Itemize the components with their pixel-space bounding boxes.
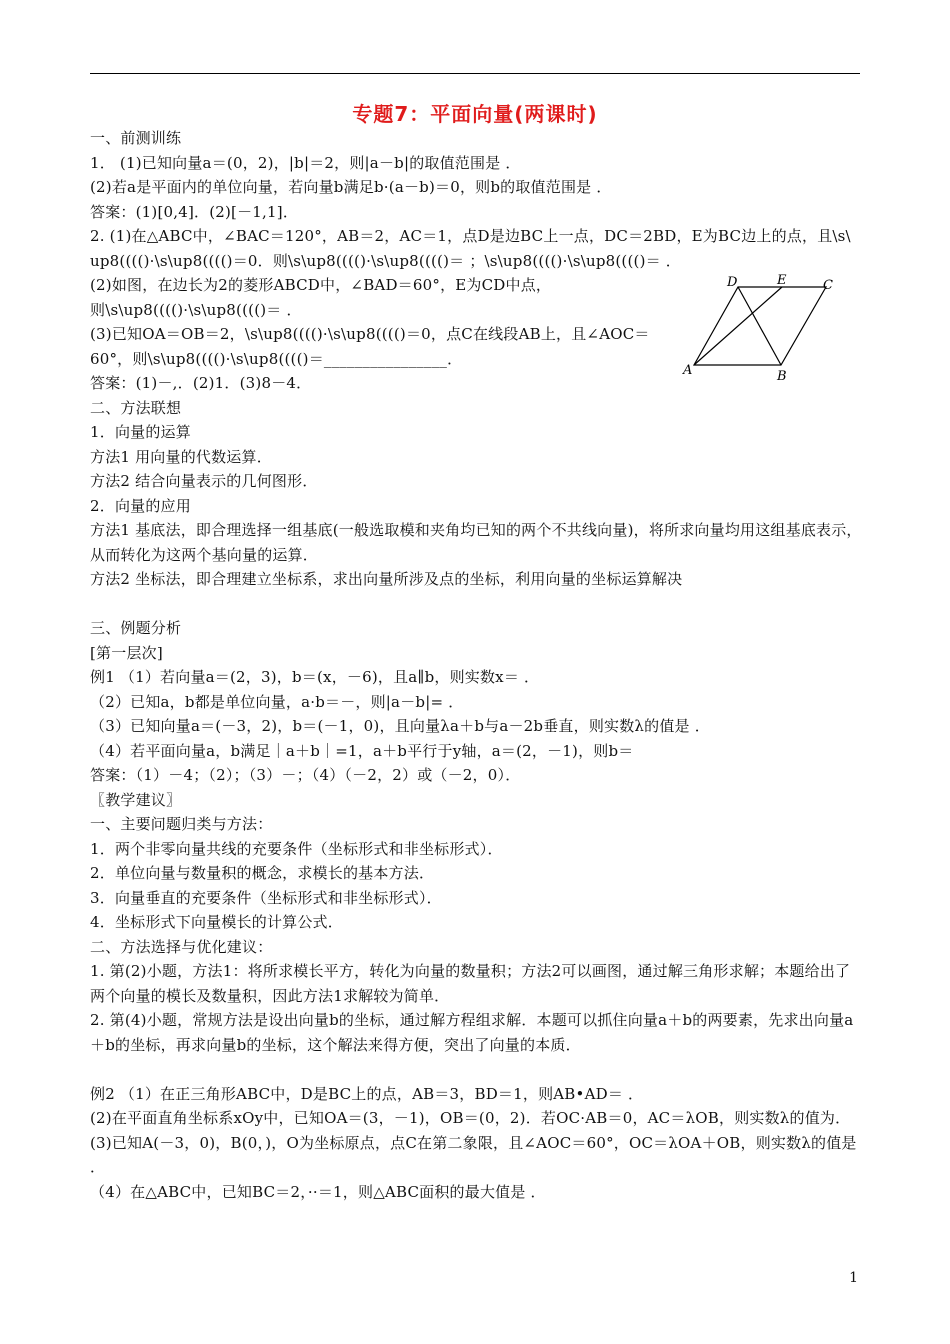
rhombus-figure (680, 272, 840, 384)
answer-2: 答案：(1)－,．(2)1．(3)8－4． (90, 374, 312, 392)
example-1-part-3: （3）已知向量a＝(－3，2)，b＝(－1，0)，且向量λa＋b与a－2b垂直，则实数λ的值是 ． (90, 717, 710, 735)
question-2-line-1: 2. (1)在△ABC中，∠BAC＝120°，AB＝2，AC＝1，点D是边BC上一点，DC＝2BD，E为BC边上的点，且\s\ (90, 227, 851, 245)
label-d: D (727, 275, 738, 290)
advice-item: 4．坐标形式下向量模长的计算公式． (90, 913, 343, 931)
page-number: 1 (849, 1270, 858, 1286)
question-1-part-2: (2)若a是平面内的单位向量，若向量b满足b·(a－b)＝0，则b的取值范围是 ． (90, 178, 612, 196)
advice-item: 3．向量垂直的充要条件（坐标形式和非坐标形式）． (90, 888, 442, 907)
question-2-line-4: 则\s\up8(((()·\s\up8(((()＝ ． (90, 300, 302, 319)
example-1-part-2: （2）已知a，b都是单位向量，a·b＝－，则|a－b|= ． (90, 692, 464, 711)
example-2-part-2: (2)在平面直角坐标系xOy中，已知OA＝(3，－1)，OB＝(0，2)．若OC·AB＝0，AC＝λOB，则实数λ的值为． (90, 1109, 851, 1127)
subheading: 2．向量的应用 (90, 496, 191, 515)
method-item: 方法2 坐标法，即合理建立坐标系，求出向量所涉及点的坐标，利用向量的坐标运算解决 (90, 570, 683, 588)
question-2-line-5: (3)已知OA＝OB＝2，\s\up8(((()·\s\up8(((()＝0，点C在线段AB上，且∠AOC＝ (90, 325, 650, 343)
label-b: B (777, 369, 787, 384)
section-heading: 二、方法联想 (90, 398, 182, 417)
diagonal-bd (738, 287, 781, 365)
advice-paragraph: 1. 第(2)小题，方法1：将所求模长平方，转化为向量的数量积；方法2可以画图，通过解三角形求解；本题给出了两个向量的模长及数量积，因此方法1求解较为简单． (90, 962, 851, 1005)
header-rule (90, 73, 860, 74)
question-2-line-3: (2)如图，在边长为2的菱形ABCD中，∠BAD＝60°，E为CD中点， (90, 276, 552, 294)
section-heading: 一、前测训练 (90, 129, 182, 147)
advice-item: 2．单位向量与数量积的概念，求模长的基本方法． (90, 864, 435, 882)
segment-ae (694, 287, 782, 365)
rhombus-diagram (680, 272, 840, 384)
label-a: A (683, 363, 693, 378)
section-heading: 三、例题分析 (90, 619, 182, 637)
question-2-line-2: up8(((()·\s\up8(((()＝0．则\s\up8(((()·\s\up8(((()＝ ；\s\up8(((()·\s\up8(((()＝ ． (90, 251, 682, 270)
example-1-answer: 答案：（1）－4；（2）；（3）－；（4）（－2，2）或（－2，0）． (90, 766, 521, 784)
advice-subheading: 二、方法选择与优化建议： (90, 937, 273, 956)
example-2-part-4: （4）在△ABC中，已知BC＝2，··＝1，则△ABC面积的最大值是 ． (90, 1182, 546, 1201)
question-1-part-1: 1． (1)已知向量a＝(0，2)，|b|＝2，则|a－b|的取值范围是 ． (90, 153, 521, 172)
advice-item: 1．两个非零向量共线的充要条件（坐标形式和非坐标形式）． (90, 839, 503, 858)
example-1-part-1: 例1 （1）若向量a＝(2，3)，b＝(x，－6)，且a∥b，则实数x＝ ． (90, 668, 540, 686)
example-1-part-4: （4）若平面向量a，b满足｜a＋b｜=1，a＋b平行于y轴，a＝(2，－1)，则b＝ (90, 741, 634, 760)
advice-subheading: 一、主要问题归类与方法： (90, 815, 273, 833)
level-label: [第一层次] (90, 643, 163, 662)
question-2-line-6: 60°，则\s\up8(((()·\s\up8(((()＝________________． (90, 349, 463, 368)
label-e: E (777, 273, 787, 288)
example-2-part-1: 例2 （1）在正三角形ABC中，D是BC上的点，AB＝3，BD＝1，则AB•AD＝ ． (90, 1084, 644, 1103)
example-2-part-3: (3)已知A(－3，0)，B(0，)，O为坐标原点，点C在第二象限，且∠AOC＝60°，OC＝λOA＋OB，则实数λ的值是 ． (90, 1133, 857, 1176)
answer-1: 答案：(1)[0,4]．(2)[－1,1]． (90, 202, 299, 221)
label-c: C (823, 278, 833, 293)
advice-paragraph: 2. 第(4)小题，常规方法是设出向量b的坐标，通过解方程组求解．本题可以抓住向量a＋b的两要素，先求出向量a＋b的坐标，再求向量b的坐标，这个解法来得方便，突出了向量的本质． (90, 1011, 854, 1054)
subheading: 1．向量的运算 (90, 423, 191, 441)
page-title: 专题7：平面向量(两课时) (352, 102, 598, 126)
teaching-advice-heading: 〖教学建议〗 (90, 790, 182, 809)
method-item: 方法1 用向量的代数运算． (90, 447, 272, 466)
method-item: 方法1 基底法，即合理选择一组基底(一般选取模和夹角均已知的两个不共线向量)，将所求向量均用这组基底表示，从而转化为这两个基向量的运算． (90, 521, 862, 564)
method-item: 方法2 结合向量表示的几何图形． (90, 472, 318, 490)
